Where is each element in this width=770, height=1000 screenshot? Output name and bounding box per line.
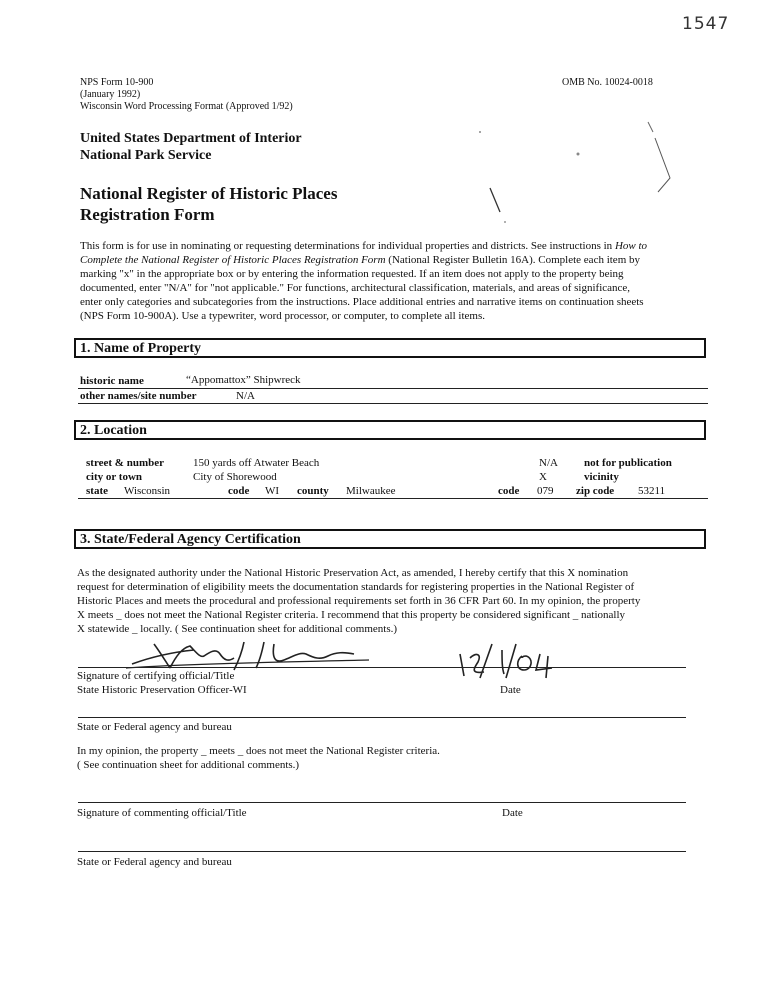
county-code-value: 079	[537, 485, 554, 497]
page-number: 1547	[682, 14, 730, 34]
certification-paragraph: As the designated authority under the National Historic Preservation Act, as amended, I hereby certify that this X nomination request for determination of eligibility meets the documentation standards for registering properties in the National Register of Historic Places and meets the procedural and professional requirements set forth in 36 CFR Part 60. In my opinion, the property X meets _ does not meet the National Register criteria. I recommend that this property be considered significant _ nationally X statewide _ locally. ( See continuation sheet for additional comments.)	[77, 567, 641, 635]
form-title: National Register of Historic Places	[80, 184, 338, 203]
scan-marks	[460, 110, 680, 240]
intro-paragraph: This form is for use in nominating or requesting determinations for individual properties and districts. See instructions in How to Complete the National Register of Historic Places Registration Form (National Register Bulletin 16A). Complete each item by marking "x" in the appropriate box or by entering the information requested. If an item does not apply to the property being documented, enter "N/A" for "not applicable." For functions, architectural classification, materials, and areas of significance, enter only categories and subcategories from the instructions. Place additional entries and narrative items on continuation sheets (NPS Form 10-900A). Use a typewriter, word processor, or computer, to complete all items.	[80, 240, 648, 322]
other-names-label: other names/site number	[80, 390, 197, 402]
code-value: WI	[265, 485, 280, 497]
date-label: Date	[500, 684, 521, 696]
vicinity-value: X	[539, 471, 547, 483]
officer-title: State Historic Preservation Officer-WI	[77, 684, 247, 696]
form-subtitle: Registration Form	[80, 205, 215, 224]
county-value: Milwaukee	[346, 485, 396, 497]
opinion-line-1: In my opinion, the property _ meets _ does not meet the National Register criteria.	[77, 745, 440, 757]
format-note: Wisconsin Word Processing Format (Approved 1/92)	[80, 101, 293, 112]
omb-number: OMB No. 10024-0018	[562, 77, 653, 88]
section-1-header: 1. Name of Property	[74, 338, 706, 358]
street-value: 150 yards off Atwater Beach	[193, 457, 320, 469]
section-3-header: 3. State/Federal Agency Certification	[74, 529, 706, 549]
form-date: (January 1992)	[80, 89, 141, 100]
sig-date-text	[452, 630, 453, 631]
commenting-signature-label: Signature of commenting official/Title	[77, 807, 247, 819]
zip-value: 53211	[638, 485, 666, 497]
handwritten-date	[452, 636, 562, 680]
county-label: county	[297, 485, 329, 497]
historic-name-label: historic name	[80, 375, 144, 387]
npub-label: not for publication	[584, 457, 672, 469]
state-label: state	[86, 485, 108, 497]
npub-value: N/A	[539, 457, 558, 469]
section-2-header: 2. Location	[74, 420, 706, 440]
zip-label: zip code	[576, 485, 615, 497]
signature-label: Signature of certifying official/Title	[77, 670, 235, 682]
agency-name: United States Department of Interior	[80, 131, 302, 146]
county-code-label: code	[498, 485, 520, 497]
historic-name-value: “Appomattox” Shipwreck	[186, 374, 301, 386]
other-names-value: N/A	[236, 390, 255, 402]
city-value: City of Shorewood	[193, 471, 277, 483]
city-label: city or town	[86, 471, 143, 483]
commenting-date-label: Date	[502, 807, 523, 819]
opinion-line-2: ( See continuation sheet for additional comments.)	[77, 759, 300, 771]
vicinity-label: vicinity	[584, 471, 619, 483]
service-name: National Park Service	[80, 148, 212, 163]
street-label: street & number	[86, 457, 164, 469]
agency-bureau-label-2: State or Federal agency and bureau	[77, 856, 232, 868]
state-value: Wisconsin	[124, 485, 170, 497]
form-number: NPS Form 10-900	[80, 77, 154, 88]
agency-bureau-label: State or Federal agency and bureau	[77, 721, 232, 733]
code-label: code	[228, 485, 250, 497]
